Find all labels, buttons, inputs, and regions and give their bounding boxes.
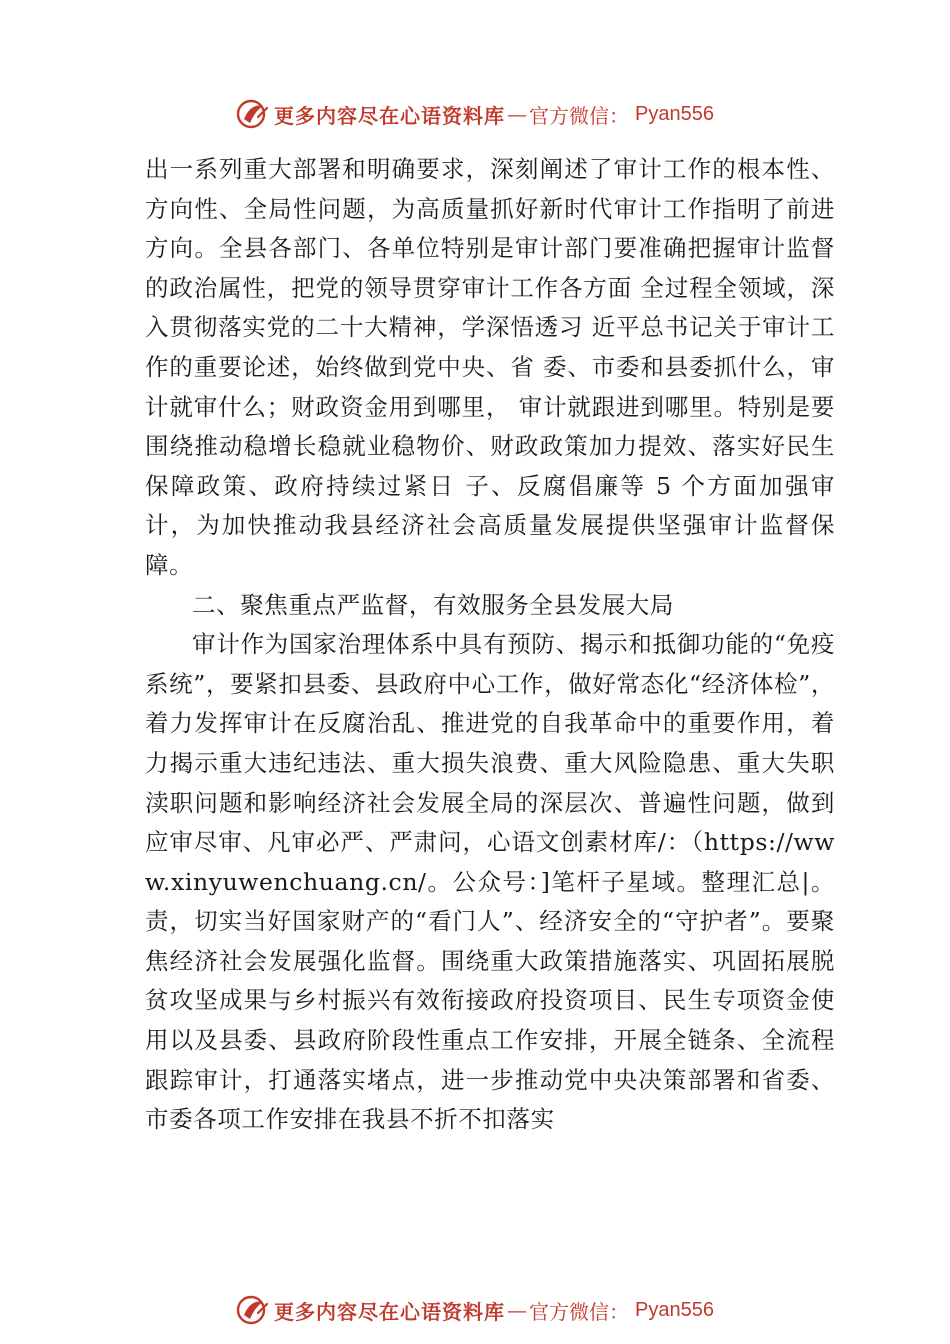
footer-wechat-handle: Pyan556	[635, 1298, 714, 1321]
header-banner	[0, 94, 950, 134]
header-colon: ：	[609, 103, 630, 128]
footer-dash: —	[507, 1298, 528, 1322]
footer-banner	[0, 1290, 950, 1330]
header-brand-text: 更多内容尽在心语资料库	[274, 103, 506, 128]
paragraph-continuation: 出一系列重大部署和明确要求，深刻阐述了审计工作的根本性、方向性、全局性问题，为高质量抓好新时代审计工作指明了前进方向。全县各部门、各单位特别是审计部门要准确把握审计监督的政治属性，把党的领导贯穿审计工作各方面 全过程全领域，深入贯彻落实党的二十大精神，学深悟透习 近平总书记关于审计工作的重要论述，始终做到党中央、省 委、市委和县委抓什么，审计就审什么；财政资金用到哪里， 审计就跟进到哪里。特别是要围绕推动稳增长稳就业稳物价、财政政策加力提效、落实好民生保障政策、政府持续过紧日 子、反腐倡廉等 5 个方面加强审计，为加快推动我县经济社会高质量发展提供坚强审计监督保障。	[145, 155, 835, 579]
paragraph: 审计作为国家治理体系中具有预防、揭示和抵御功能的“免疫系统”，要紧扣县委、县政府中心工作，做好常态化“经济体检”，着力发挥审计在反腐治乱、推进党的自我革命中的重要作用，着力揭示重大违纪违法、重大损失浪费、重大风险隐患、重大失职渎职问题和影响经济社会发展全局的深层次、普遍性问题，做到应审尽审、凡审必严、严肃问，心语文创素材库/：（https://www.xinyuwenchuang.cn/。公众号：]笔杆子星域。整理汇总|。责，切实当好国家财产的“看门人”、经济安全的“守护者”。要聚焦经济社会发展强化监督。围绕重大政策措施落实、巩固拓展脱贫攻坚成果与乡村振兴有效衔接政府投资项目、民生专项资金使用以及县委、县政府阶段性重点工作安排，开展全链条、全流程跟踪审计，打通落实堵点，进一步推动党中央决策部署和省委、市委各项工作安排在我县不折不扣落实	[145, 630, 835, 1134]
section-heading: 二、聚焦重点严监督，有效服务全县发展大局	[192, 590, 674, 619]
footer-wechat-label: 官方微信	[529, 1299, 610, 1324]
brand-logo-icon	[236, 1293, 270, 1327]
footer-colon: ：	[609, 1299, 630, 1324]
header-wechat-handle: Pyan556	[635, 102, 714, 125]
document-body	[145, 150, 835, 1140]
footer-brand-text: 更多内容尽在心语资料库	[274, 1299, 506, 1324]
header-wechat-label: 官方微信	[529, 103, 610, 128]
header-dash: —	[507, 102, 528, 126]
brand-logo-icon	[236, 97, 270, 131]
